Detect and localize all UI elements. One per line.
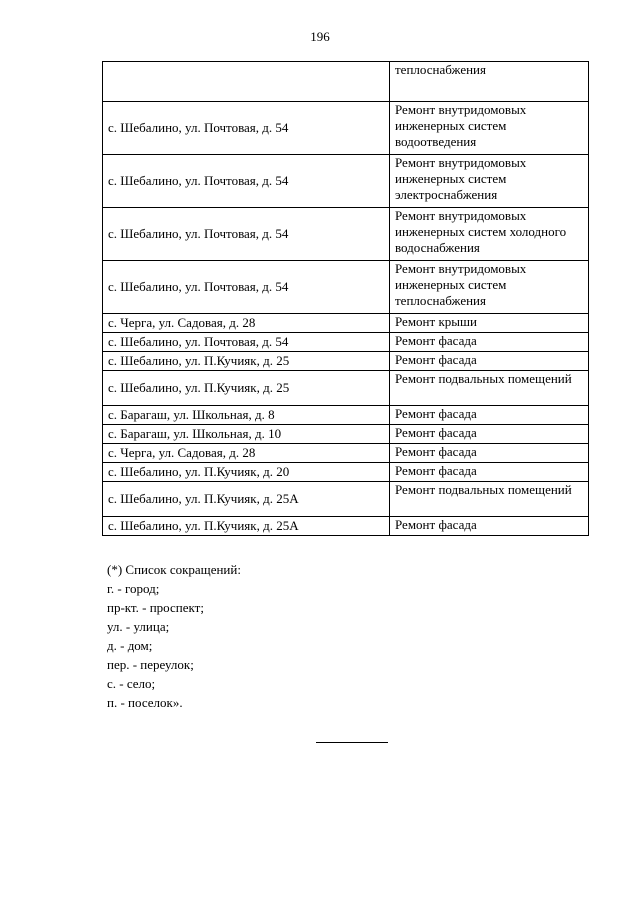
- address-cell: с. Шебалино, ул. Почтовая, д. 54: [103, 261, 390, 314]
- end-divider: [316, 742, 388, 743]
- address-cell: с. Шебалино, ул. П.Кучияк, д. 25А: [103, 517, 390, 536]
- address-cell: с. Шебалино, ул. Почтовая, д. 54: [103, 208, 390, 261]
- table-row: [103, 406, 589, 425]
- table-row: [103, 444, 589, 463]
- table-row: [103, 261, 589, 314]
- table-row: [103, 333, 589, 352]
- abbreviation-item: ул. - улица;: [107, 619, 170, 634]
- table-row: [103, 155, 589, 208]
- work-type-cell: Ремонт фасада: [390, 463, 589, 482]
- address-cell: с. Шебалино, ул. Почтовая, д. 54: [103, 102, 390, 155]
- work-type-cell: Ремонт фасада: [390, 333, 589, 352]
- abbreviation-item: с. - село;: [107, 676, 156, 691]
- address-cell: с. Барагаш, ул. Школьная, д. 8: [103, 406, 390, 425]
- address-cell: с. Барагаш, ул. Школьная, д. 10: [103, 425, 390, 444]
- work-type-cell: Ремонт крыши: [390, 314, 589, 333]
- work-type-cell: Ремонт фасада: [390, 406, 589, 425]
- abbreviation-item: п. - поселок».: [107, 695, 183, 710]
- work-type-cell: Ремонт подвальных помещений: [390, 482, 589, 517]
- table-row: [103, 425, 589, 444]
- table-row: [103, 62, 589, 102]
- abbreviation-item: пр-кт. - проспект;: [107, 600, 204, 615]
- address-cell: с. Шебалино, ул. Почтовая, д. 54: [103, 155, 390, 208]
- table-row: [103, 208, 589, 261]
- table-row: [103, 102, 589, 155]
- works-table: [102, 61, 589, 536]
- table-row: [103, 463, 589, 482]
- work-type-cell: Ремонт внутридомовых инженерных систем холодного водоснабжения: [390, 208, 589, 261]
- work-type-cell: Ремонт фасада: [390, 444, 589, 463]
- work-type-cell: Ремонт фасада: [390, 425, 589, 444]
- address-cell: [103, 62, 390, 102]
- address-cell: с. Шебалино, ул. П.Кучияк, д. 25: [103, 352, 390, 371]
- abbreviations-heading: (*) Список сокращений:: [107, 562, 241, 577]
- work-type-cell: Ремонт фасада: [390, 517, 589, 536]
- table-row: [103, 482, 589, 517]
- work-type-cell: Ремонт внутридомовых инженерных систем электроснабжения: [390, 155, 589, 208]
- work-type-cell: Ремонт внутридомовых инженерных систем водоотведения: [390, 102, 589, 155]
- table-row: [103, 371, 589, 406]
- address-cell: с. Шебалино, ул. П.Кучияк, д. 20: [103, 463, 390, 482]
- table-row: [103, 314, 589, 333]
- work-type-cell: Ремонт фасада: [390, 352, 589, 371]
- work-type-cell: теплоснабжения: [390, 62, 589, 102]
- work-type-cell: Ремонт подвальных помещений: [390, 371, 589, 406]
- abbreviation-item: д. - дом;: [107, 638, 153, 653]
- abbreviation-item: г. - город;: [107, 581, 160, 596]
- table-row: [103, 352, 589, 371]
- address-cell: с. Черга, ул. Садовая, д. 28: [103, 314, 390, 333]
- page-number: 196: [310, 29, 330, 44]
- work-type-cell: Ремонт внутридомовых инженерных систем теплоснабжения: [390, 261, 589, 314]
- table-row: [103, 517, 589, 536]
- address-cell: с. Шебалино, ул. Почтовая, д. 54: [103, 333, 390, 352]
- address-cell: с. Шебалино, ул. П.Кучияк, д. 25А: [103, 482, 390, 517]
- address-cell: с. Черга, ул. Садовая, д. 28: [103, 444, 390, 463]
- address-cell: с. Шебалино, ул. П.Кучияк, д. 25: [103, 371, 390, 406]
- abbreviations-list: [107, 560, 587, 712]
- abbreviation-item: пер. - переулок;: [107, 657, 194, 672]
